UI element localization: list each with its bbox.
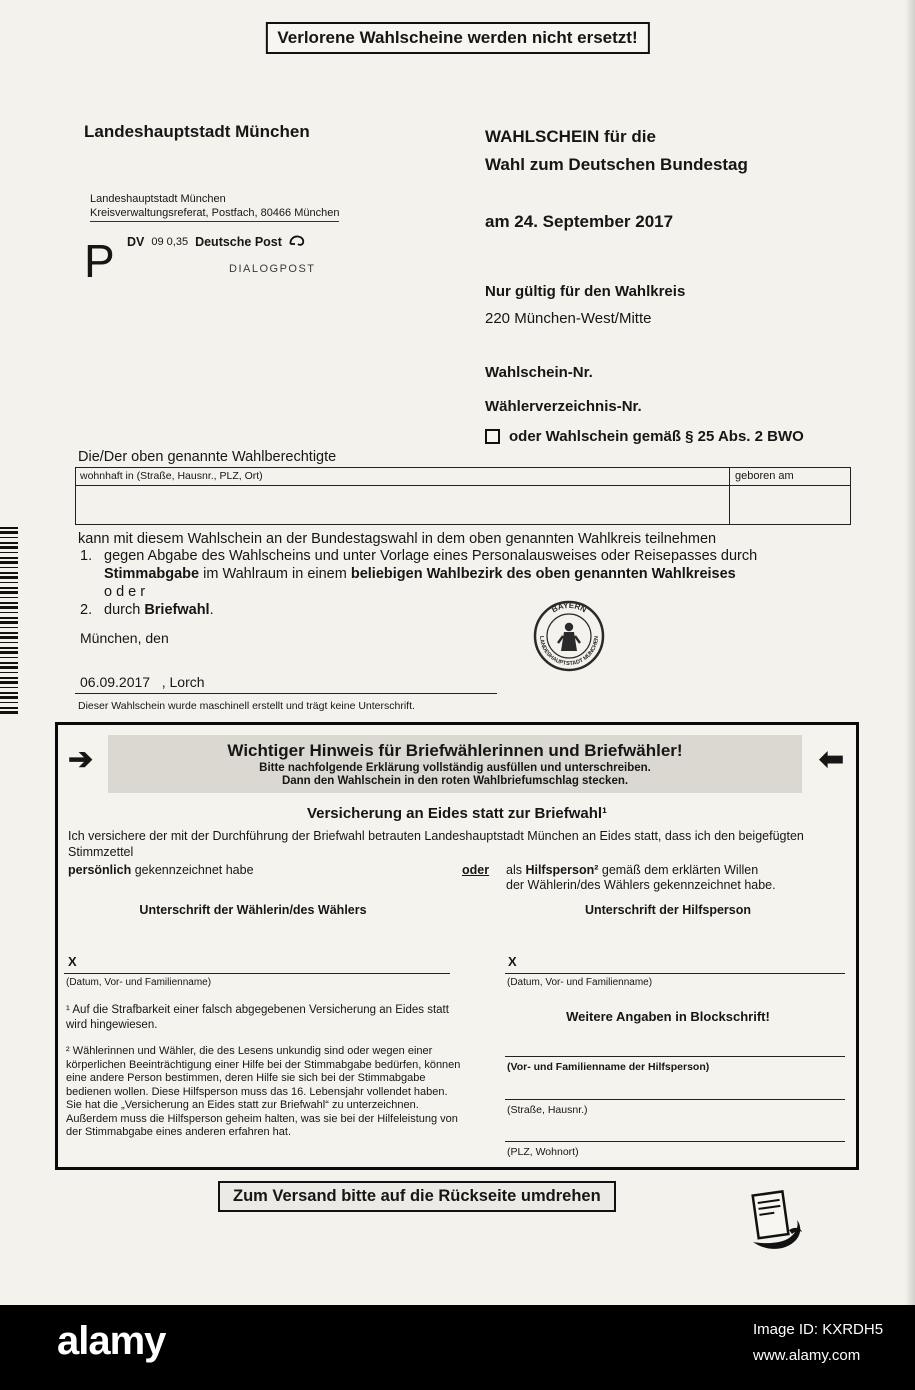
lost-certificate-banner: Verlorene Wahlscheine werden nicht ersetzt! (265, 22, 649, 54)
bwo-checkbox-label: oder Wahlschein gemäß § 25 Abs. 2 BWO (509, 428, 804, 445)
address-box-rule (76, 485, 850, 486)
list-item-2-post: . (209, 602, 214, 618)
seal-figure (558, 623, 580, 651)
wahlschein-title-line1: WAHLSCHEIN für die (485, 127, 656, 146)
hilfsperson-bold: Hilfsperson² (525, 863, 599, 877)
helper-option-line2: der Wählerin/des Wählers gekennzeichnet habe. (506, 878, 776, 892)
list-item-1-mid: im Wahlraum in einem (199, 566, 351, 582)
signature-caption-voter: (Datum, Vor- und Familienname) (66, 977, 212, 988)
district-value: 220 München-West/Mitte (485, 310, 652, 327)
port-paye-mark: P (84, 235, 115, 287)
return-address-line1: Landeshauptstadt München (90, 193, 226, 205)
notice-subline-1: Bitte nachfolgende Erklärung vollständig ausfüllen und unterschreiben. (259, 762, 651, 774)
return-address-line2: Kreisverwaltungsreferat, Postfach, 80466 München (90, 206, 339, 222)
helper-street-line (505, 1099, 845, 1100)
arrow-right-icon: ➔ (68, 743, 94, 776)
list-item-1-line2 (104, 566, 736, 582)
helper-option-rest: gemäß dem erklärten Willen (598, 863, 759, 877)
election-date: am 24. September 2017 (485, 212, 674, 231)
personal-option (68, 863, 254, 877)
alamy-logo: alamy (57, 1319, 166, 1363)
declaration-title: Versicherung an Eides statt zur Briefwahl¹ (306, 805, 608, 822)
bwo-checkbox (485, 429, 500, 444)
birthdate-label: geboren am (735, 470, 794, 482)
alamy-watermark-bar (0, 1305, 915, 1390)
holder-intro: Die/Der oben genannte Wahlberechtigte (78, 449, 337, 465)
arrow-left-icon: ⬅ (818, 743, 844, 776)
turn-over-note: Zum Versand bitte auf die Rückseite umdrehen (218, 1181, 616, 1212)
edge-barcode (0, 527, 18, 717)
postage-line (127, 234, 307, 250)
signature-date-line: 06.09.2017 , Lorch (75, 674, 497, 694)
city-seal (533, 600, 605, 677)
list-item-2-number: 2. (80, 602, 93, 618)
block-letters-title: Weitere Angaben in Blockschrift! (566, 1009, 770, 1024)
posthorn-icon (289, 234, 307, 250)
helper-option-pre: als (506, 863, 526, 877)
helper-name-line (505, 1056, 845, 1057)
footnote-1: ¹ Auf die Strafbarkeit einer falsch abgegebenen Versicherung an Eides statt wird hingewiesen. (66, 1004, 449, 1031)
signature-title-helper: Unterschrift der Hilfsperson (584, 903, 751, 917)
stimmabgabe-bold: Stimmabgabe (104, 566, 200, 582)
list-item-1-line1: gegen Abgabe des Wahlscheins und unter Vorlage eines Personalausweises oder Reisepasses durch (104, 548, 758, 564)
return-address (90, 192, 339, 222)
wahlschein-title-line2: Wahl zum Deutschen Bundestag (485, 155, 748, 174)
city-name-heading: Landeshauptstadt München (84, 122, 310, 141)
place-date-label: München, den (80, 630, 169, 646)
wahlbezirk-bold: beliebigen Wahlbezirk des oben genannten Wahlkreises (350, 566, 736, 582)
oder-spaced: o d e r (104, 584, 146, 600)
notice-heading: Wichtiger Hinweis für Briefwählerinnen und Briefwähler! (227, 741, 683, 760)
list-item-2-pre: durch (104, 602, 145, 618)
bwo-checkbox-row (485, 428, 804, 445)
svg-text:BAYERN (550, 601, 588, 615)
address-label: wohnhaft in (Straße, Hausnr., PLZ, Ort) (80, 470, 263, 482)
carrier-name: Deutsche Post (195, 235, 282, 249)
footnote-2: ² Wählerinnen und Wähler, die des Lesens unkundig sind oder wegen einer körperlichen Beeinträchtigung einer Hilfe bei der Stimmabgabe bedürfen, können eine andere Person bestimmen, deren Hilfe sie sich bei der Stimmabgabe bedienen wollen. Diese Hilfsperson muss das 16. Lebensjahr vollendet haben. Sie hat die „Versicherung an Eides statt zur Briefwahl“ zu unterzeichnen. Außerdem muss die Hilfsperson geheim halten, was sie bei der Hilfeleistung von der Stimmabgabe eines anderen erfahren hat. (66, 1045, 461, 1138)
signature-line-helper (505, 973, 845, 974)
helper-city-label: (PLZ, Wohnort) (507, 1146, 579, 1158)
helper-street-label: (Straße, Hausnr.) (507, 1104, 588, 1116)
dialogpost-label: DIALOGPOST (229, 263, 316, 275)
briefwahl-bold: Briefwahl (144, 602, 210, 618)
x-mark-voter: X (68, 954, 77, 969)
postal-vote-notice-box (55, 722, 859, 1170)
helper-name-label: (Vor- und Familienname der Hilfsperson) (507, 1061, 710, 1073)
postage-rate: 09 0,35 (151, 236, 189, 248)
notice-header-band (108, 735, 802, 793)
image-id-text: Image ID: KXRDH5 (753, 1321, 884, 1338)
postage-dv: DV (127, 235, 145, 249)
ballot-hand-icon (745, 1190, 807, 1259)
list-item-1-number: 1. (80, 548, 93, 564)
signature-title-voter: Unterschrift der Wählerin/des Wählers (139, 903, 367, 917)
address-box (75, 467, 851, 525)
address-box-divider (729, 468, 730, 524)
signature-line-voter (64, 973, 450, 974)
persoenlich-bold: persönlich (68, 863, 132, 877)
district-validity-label: Nur gültig für den Wahlkreis (485, 283, 686, 300)
x-mark-helper: X (508, 954, 517, 969)
helper-option (506, 863, 776, 893)
voter-register-number-label: Wählerverzeichnis-Nr. (485, 398, 642, 415)
signature-caption-helper: (Datum, Vor- und Familienname) (507, 977, 653, 988)
declaration-body: Ich versichere der mit der Durchführung der Briefwahl betrauten Landeshauptstadt München an Eides statt, dass ich den beigefügten Stimmzettel (68, 829, 804, 859)
seal-top-text: BAYERN (550, 600, 588, 615)
notice-subline-2: Dann den Wahlschein in den roten Wahlbriefumschlag stecken. (281, 775, 629, 787)
wahlschein-number-label: Wahlschein-Nr. (485, 364, 593, 381)
oder-separator: oder (462, 863, 490, 877)
seal-bottom-text: LANDESHAUPTSTADT MÜNCHEN (537, 635, 601, 668)
list-item-2 (80, 602, 214, 618)
personal-option-rest: gekennzeichnet habe (131, 863, 254, 877)
machine-note: Dieser Wahlschein wurde maschinell erstellt und trägt keine Unterschrift. (78, 700, 415, 712)
helper-city-line (505, 1141, 845, 1142)
entitlement-text: kann mit diesem Wahlschein an der Bundestagswahl in dem oben genannten Wahlkreis teilnehmen (78, 531, 717, 547)
alamy-url-text: www.alamy.com (753, 1347, 861, 1364)
